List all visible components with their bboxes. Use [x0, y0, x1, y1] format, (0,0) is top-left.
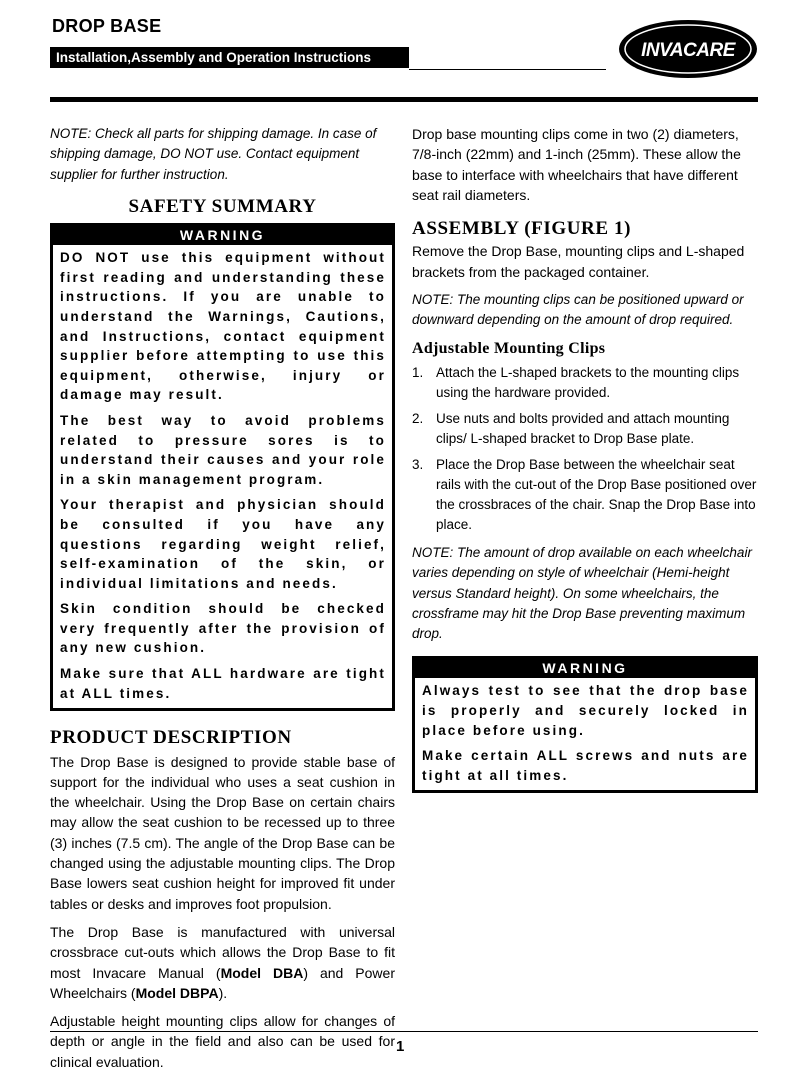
header-rule	[50, 97, 758, 102]
subtitle-rule	[409, 69, 606, 70]
warning-item: Your therapist and physician should be consulted if you have any questions regarding weight relief, self-examination of the skin, or individual limitations and needs.	[60, 497, 386, 591]
invacare-logo	[618, 18, 758, 80]
warning-item: The best way to avoid problems related to pressure sores is to understand their causes and your role in a skin management program.	[60, 412, 386, 487]
warning-item: DO NOT use this equipment without first reading and understanding these instructions. If you are unable to understand the Warnings, Cautions, and Instructions, contact equipment supplier before attempting to use this equipment, otherwise, injury or damage may result.	[60, 250, 386, 403]
warning-label: WARNING	[415, 659, 755, 678]
assembly-warning-box	[412, 656, 758, 793]
product-paragraph: The Drop Base is designed to provide stable base of support for the individual who uses a seat cushion in the wheelchair. Using the Drop Base on certain chairs may allow the seat cushion to be recessed up to three (3) inches (7.5 cm). The angle of the Drop Base can be changed using the adjustable mounting clips. The Drop Base lowers seat cushion height for improved fit under tables or desks and improves foot propulsion.	[50, 753, 395, 912]
assembly-note: NOTE: The mounting clips can be positioned upward or downward depending on the amount of drop required.	[412, 292, 744, 328]
model-dbpa: Model DBPA	[135, 984, 219, 1001]
list-item: 1. Attach the L-shaped brackets to the mounting clips using the hardware provided.	[412, 364, 740, 400]
right-column	[412, 124, 758, 793]
page-number: 1	[396, 1038, 405, 1055]
product-description-heading: PRODUCT DESCRIPTION	[50, 727, 292, 749]
mounting-clips-paragraph: Drop base mounting clips come in two (2) diameters, 7/8-inch (22mm) and 1-inch (25mm). These allow the base to interface with wheelchairs that have different seat rail diameters.	[412, 126, 741, 203]
document-title: DROP BASE	[52, 16, 162, 36]
safety-summary-heading: SAFETY SUMMARY	[128, 195, 317, 217]
warning-label: WARNING	[53, 226, 392, 245]
warning-item: Make certain ALL screws and nuts are tight at all times.	[422, 748, 749, 783]
adjustable-clips-heading: Adjustable Mounting Clips	[412, 339, 606, 357]
warning-item: Skin condition should be checked very frequently after the provision of any new cushion.	[60, 601, 386, 656]
assembly-steps	[412, 363, 758, 535]
document-subtitle: Installation,Assembly and Operation Instructions	[50, 47, 409, 68]
footer-rule	[50, 1031, 758, 1032]
product-paragraph-models: The Drop Base is manufactured with universal crossbrace cut-outs which allows the Drop Base to fit most Invacare Manual (Model DBA) and Power Wheelchairs (Model DBPA).	[50, 923, 395, 1001]
assembly-paragraph: Remove the Drop Base, mounting clips and L-shaped brackets from the packaged container.	[412, 243, 745, 280]
shipping-damage-note: NOTE: Check all parts for shipping damage. In case of shipping damage, DO NOT use. Contact equipment supplier for further instruction.	[50, 126, 377, 182]
assembly-heading: ASSEMBLY (FIGURE 1)	[412, 218, 632, 240]
model-dba: Model DBA	[220, 964, 304, 981]
left-column	[50, 124, 395, 1080]
list-item: 2. Use nuts and bolts provided and attach mounting clips/ L-shaped bracket to Drop Base plate.	[412, 410, 730, 446]
product-paragraph: Adjustable height mounting clips allow for changes of depth or angle in the field and also can be used for clinical evaluation.	[50, 1013, 395, 1070]
logo-text: INVACARE	[641, 40, 735, 61]
drop-note: NOTE: The amount of drop available on each wheelchair varies depending on style of wheelchair (Hemi-height versus Standard height). On some wheelchairs, the crossframe may hit the Drop Base preventing maximum drop.	[412, 544, 752, 642]
list-item: 3. Place the Drop Base between the wheelchair seat rails with the cut-out of the Drop Base positioned over the crossbraces of the chair. Snap the Drop Base into place.	[412, 456, 757, 532]
warning-item: Always test to see that the drop base is properly and securely locked in place before using.	[422, 683, 749, 738]
warning-item: Make sure that ALL hardware are tight at ALL times.	[60, 666, 386, 701]
safety-warning-box	[50, 223, 395, 711]
